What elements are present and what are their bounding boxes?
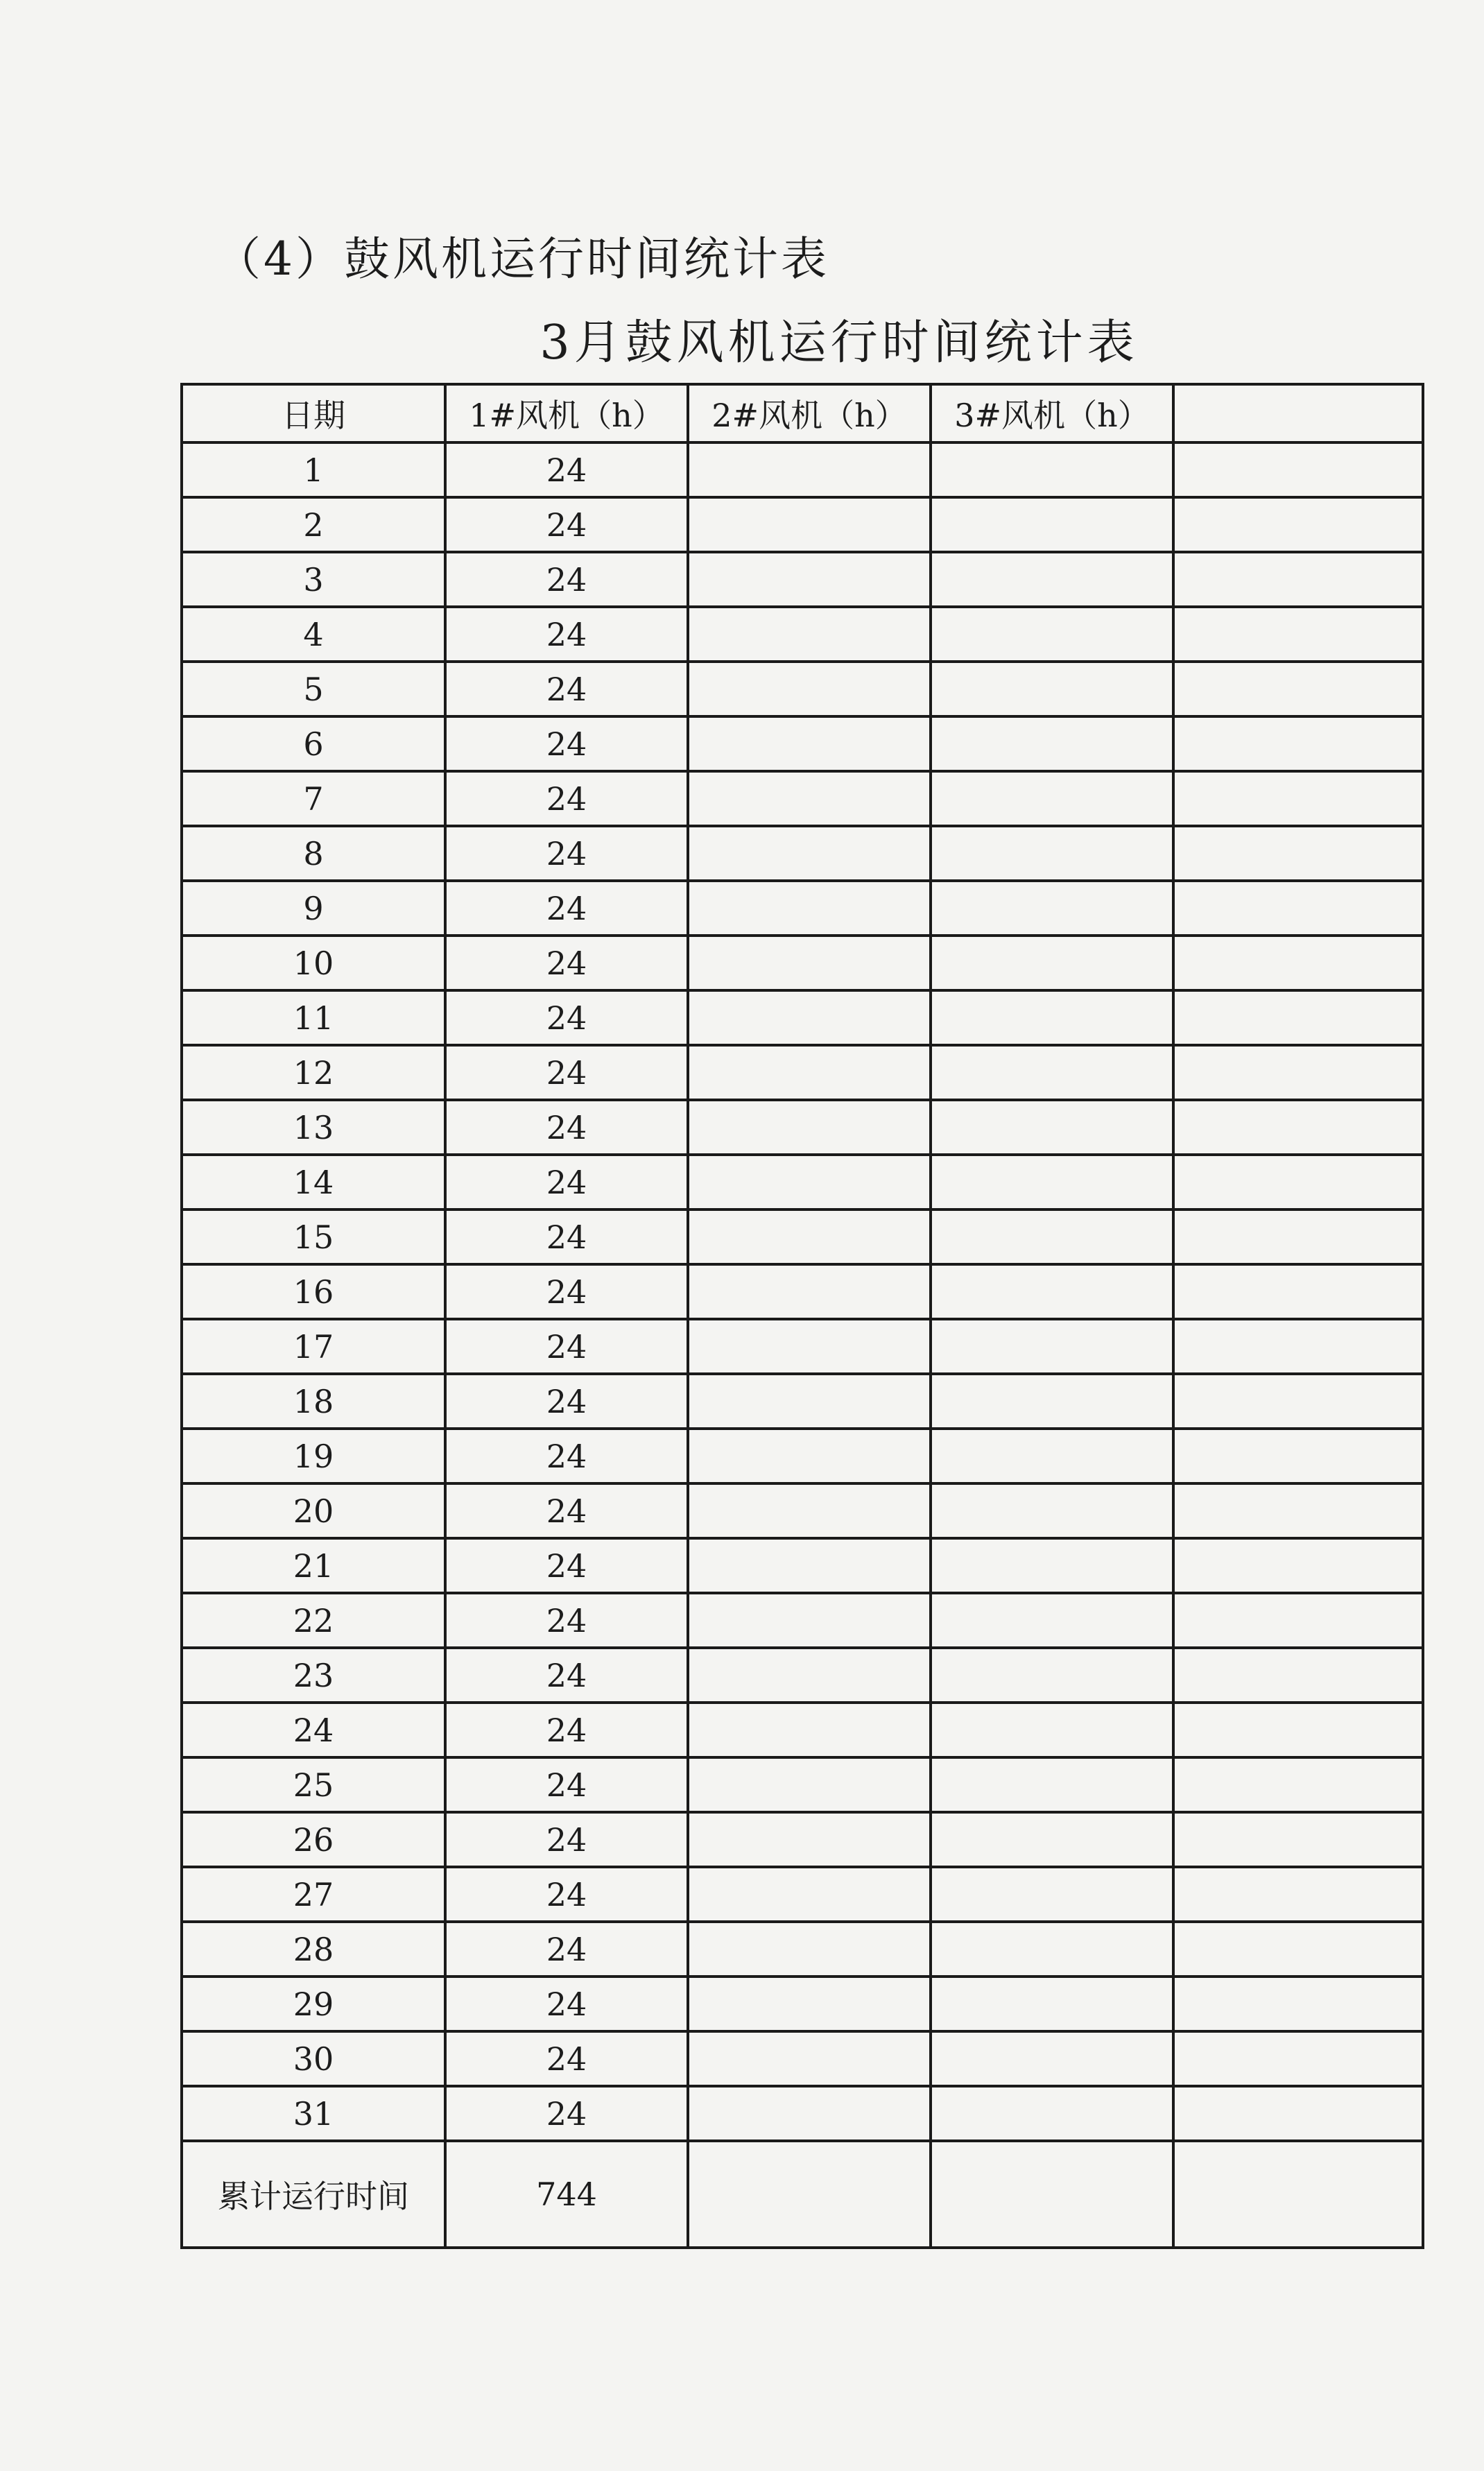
cell-fan-2: [688, 2086, 931, 2141]
cell-date: 7: [182, 771, 445, 826]
cell-fan-1: 24: [445, 1867, 688, 1922]
cell-fan-3: [931, 716, 1173, 771]
cell-date: 16: [182, 1264, 445, 1319]
cell-fan-1: 24: [445, 1648, 688, 1703]
cell-fan-2: [688, 1155, 931, 1209]
cell-fan-3: [931, 2031, 1173, 2086]
cell-fan-1: 24: [445, 936, 688, 990]
cell-fan-3: [931, 1922, 1173, 1977]
cell-fan-1: 24: [445, 1703, 688, 1757]
cell-fan-1: 24: [445, 1045, 688, 1100]
cell-date: 28: [182, 1922, 445, 1977]
cell-fan-2: [688, 1264, 931, 1319]
cell-fan-3: [931, 1812, 1173, 1867]
cell-fan-1: 24: [445, 1374, 688, 1429]
cell-fan-1: 24: [445, 1483, 688, 1538]
table-row: [182, 716, 1423, 771]
cell-fan-3: [931, 1429, 1173, 1483]
cell-date: 19: [182, 1429, 445, 1483]
table-row: [182, 1483, 1423, 1538]
cell-fan-2: [688, 497, 931, 552]
total-blank: [1173, 2141, 1423, 2248]
cell-blank: [1173, 2086, 1423, 2141]
cell-blank: [1173, 442, 1423, 497]
cell-fan-1: 24: [445, 1264, 688, 1319]
cell-date: 4: [182, 607, 445, 662]
cell-blank: [1173, 771, 1423, 826]
cell-fan-3: [931, 1538, 1173, 1593]
table-title: 3月鼓风机运行时间统计表: [540, 316, 1139, 370]
header-fan-1: 1#风机（h）: [445, 384, 688, 442]
cell-blank: [1173, 1429, 1423, 1483]
cell-date: 10: [182, 936, 445, 990]
table-row: [182, 552, 1423, 607]
table-row: [182, 881, 1423, 936]
table-row: [182, 1648, 1423, 1703]
table-row: [182, 1264, 1423, 1319]
cell-fan-1: 24: [445, 442, 688, 497]
cell-fan-3: [931, 826, 1173, 881]
cell-blank: [1173, 662, 1423, 716]
cell-blank: [1173, 1209, 1423, 1264]
table-row: [182, 497, 1423, 552]
cell-blank: [1173, 1867, 1423, 1922]
cell-date: 29: [182, 1977, 445, 2031]
table-row: [182, 826, 1423, 881]
cell-fan-3: [931, 1757, 1173, 1812]
cell-fan-3: [931, 1483, 1173, 1538]
cell-fan-2: [688, 1319, 931, 1374]
total-label: 累计运行时间: [182, 2141, 445, 2248]
cell-date: 31: [182, 2086, 445, 2141]
total-fan-2: [688, 2141, 931, 2248]
cell-fan-2: [688, 1209, 931, 1264]
cell-fan-1: 24: [445, 1155, 688, 1209]
cell-fan-1: 24: [445, 716, 688, 771]
cell-date: 8: [182, 826, 445, 881]
cell-fan-3: [931, 771, 1173, 826]
cell-fan-2: [688, 662, 931, 716]
table-row: [182, 1209, 1423, 1264]
cell-blank: [1173, 716, 1423, 771]
cell-fan-3: [931, 1703, 1173, 1757]
cell-blank: [1173, 2031, 1423, 2086]
cell-fan-3: [931, 1374, 1173, 1429]
cell-fan-3: [931, 990, 1173, 1045]
cell-blank: [1173, 1757, 1423, 1812]
cell-fan-3: [931, 607, 1173, 662]
cell-blank: [1173, 1483, 1423, 1538]
cell-blank: [1173, 1538, 1423, 1593]
cell-date: 13: [182, 1100, 445, 1155]
table-row: [182, 1538, 1423, 1593]
cell-blank: [1173, 1045, 1423, 1100]
cell-date: 20: [182, 1483, 445, 1538]
cell-fan-2: [688, 1429, 931, 1483]
cell-blank: [1173, 881, 1423, 936]
cell-date: 27: [182, 1867, 445, 1922]
cell-fan-3: [931, 1155, 1173, 1209]
cell-fan-1: 24: [445, 1812, 688, 1867]
cell-fan-3: [931, 1867, 1173, 1922]
table-row: [182, 2086, 1423, 2141]
cell-fan-3: [931, 1319, 1173, 1374]
table-row: [182, 1429, 1423, 1483]
cell-fan-2: [688, 442, 931, 497]
cell-fan-3: [931, 1100, 1173, 1155]
cell-blank: [1173, 1100, 1423, 1155]
cell-date: 21: [182, 1538, 445, 1593]
total-fan-3: [931, 2141, 1173, 2248]
table-row: [182, 607, 1423, 662]
cell-fan-2: [688, 1757, 931, 1812]
cell-fan-2: [688, 826, 931, 881]
table-row: [182, 442, 1423, 497]
cell-fan-2: [688, 552, 931, 607]
cell-fan-2: [688, 936, 931, 990]
cell-fan-3: [931, 1209, 1173, 1264]
cell-fan-3: [931, 936, 1173, 990]
cell-blank: [1173, 497, 1423, 552]
cell-fan-3: [931, 1593, 1173, 1648]
table-row: [182, 1757, 1423, 1812]
cell-fan-3: [931, 881, 1173, 936]
cell-fan-1: 24: [445, 1922, 688, 1977]
table-title-wrapper: [0, 305, 1484, 372]
cell-fan-3: [931, 552, 1173, 607]
cell-fan-2: [688, 1812, 931, 1867]
table-row: [182, 1812, 1423, 1867]
cell-fan-1: 24: [445, 1538, 688, 1593]
cell-blank: [1173, 1648, 1423, 1703]
cell-fan-1: 24: [445, 2086, 688, 2141]
cell-fan-1: 24: [445, 826, 688, 881]
cell-fan-1: 24: [445, 1319, 688, 1374]
cell-fan-2: [688, 1374, 931, 1429]
table-row: [182, 1155, 1423, 1209]
table-row: [182, 1045, 1423, 1100]
cell-fan-3: [931, 497, 1173, 552]
cell-blank: [1173, 1812, 1423, 1867]
table-row: [182, 990, 1423, 1045]
cell-date: 18: [182, 1374, 445, 1429]
cell-fan-1: 24: [445, 607, 688, 662]
cell-fan-3: [931, 1045, 1173, 1100]
cell-fan-3: [931, 1648, 1173, 1703]
cell-fan-1: 24: [445, 1100, 688, 1155]
total-row: [182, 2141, 1423, 2248]
cell-blank: [1173, 990, 1423, 1045]
cell-blank: [1173, 607, 1423, 662]
table-header-row: [182, 384, 1423, 442]
table-row: [182, 1319, 1423, 1374]
cell-date: 3: [182, 552, 445, 607]
table-row: [182, 1867, 1423, 1922]
cell-date: 11: [182, 990, 445, 1045]
cell-fan-1: 24: [445, 1593, 688, 1648]
table-row: [182, 1703, 1423, 1757]
cell-date: 1: [182, 442, 445, 497]
table-row: [182, 662, 1423, 716]
table-row: [182, 1593, 1423, 1648]
total-fan-1: 744: [445, 2141, 688, 2248]
cell-blank: [1173, 826, 1423, 881]
cell-fan-2: [688, 1977, 931, 2031]
table-row: [182, 2031, 1423, 2086]
cell-fan-1: 24: [445, 552, 688, 607]
cell-date: 22: [182, 1593, 445, 1648]
cell-fan-1: 24: [445, 1209, 688, 1264]
cell-date: 6: [182, 716, 445, 771]
table-row: [182, 936, 1423, 990]
cell-fan-2: [688, 990, 931, 1045]
cell-date: 17: [182, 1319, 445, 1374]
cell-blank: [1173, 1374, 1423, 1429]
cell-date: 14: [182, 1155, 445, 1209]
cell-fan-2: [688, 771, 931, 826]
cell-fan-3: [931, 662, 1173, 716]
cell-fan-3: [931, 1977, 1173, 2031]
cell-fan-3: [931, 442, 1173, 497]
cell-blank: [1173, 1922, 1423, 1977]
cell-fan-3: [931, 1264, 1173, 1319]
cell-fan-1: 24: [445, 771, 688, 826]
cell-fan-2: [688, 716, 931, 771]
cell-fan-1: 24: [445, 990, 688, 1045]
cell-date: 5: [182, 662, 445, 716]
cell-fan-2: [688, 1703, 931, 1757]
cell-fan-2: [688, 1648, 931, 1703]
cell-fan-1: 24: [445, 2031, 688, 2086]
cell-date: 25: [182, 1757, 445, 1812]
cell-fan-1: 24: [445, 1757, 688, 1812]
header-fan-2: 2#风机（h）: [688, 384, 931, 442]
cell-blank: [1173, 1977, 1423, 2031]
cell-blank: [1173, 1155, 1423, 1209]
table-row: [182, 1977, 1423, 2031]
cell-fan-2: [688, 1100, 931, 1155]
table-row: [182, 771, 1423, 826]
cell-fan-1: 24: [445, 1977, 688, 2031]
cell-fan-2: [688, 1483, 931, 1538]
blower-runtime-table: [180, 383, 1424, 2249]
table-row: [182, 1100, 1423, 1155]
table-row: [182, 1374, 1423, 1429]
cell-fan-2: [688, 1867, 931, 1922]
cell-fan-2: [688, 1593, 931, 1648]
cell-date: 9: [182, 881, 445, 936]
header-fan-3: 3#风机（h）: [931, 384, 1173, 442]
cell-fan-2: [688, 1538, 931, 1593]
cell-blank: [1173, 1703, 1423, 1757]
cell-date: 24: [182, 1703, 445, 1757]
table-row: [182, 1922, 1423, 1977]
cell-fan-2: [688, 1922, 931, 1977]
cell-blank: [1173, 552, 1423, 607]
cell-fan-3: [931, 2086, 1173, 2141]
cell-date: 2: [182, 497, 445, 552]
cell-date: 26: [182, 1812, 445, 1867]
cell-fan-2: [688, 2031, 931, 2086]
cell-date: 30: [182, 2031, 445, 2086]
cell-date: 15: [182, 1209, 445, 1264]
cell-date: 23: [182, 1648, 445, 1703]
cell-fan-2: [688, 881, 931, 936]
table-body: [182, 442, 1423, 2248]
cell-fan-2: [688, 607, 931, 662]
cell-blank: [1173, 1593, 1423, 1648]
cell-fan-1: 24: [445, 881, 688, 936]
cell-blank: [1173, 1319, 1423, 1374]
cell-blank: [1173, 936, 1423, 990]
header-blank: [1173, 384, 1423, 442]
cell-fan-1: 24: [445, 1429, 688, 1483]
cell-date: 12: [182, 1045, 445, 1100]
cell-fan-1: 24: [445, 662, 688, 716]
section-heading: （4）鼓风机运行时间统计表: [215, 232, 829, 286]
cell-fan-2: [688, 1045, 931, 1100]
cell-blank: [1173, 1264, 1423, 1319]
cell-fan-1: 24: [445, 497, 688, 552]
header-date: 日期: [182, 384, 445, 442]
